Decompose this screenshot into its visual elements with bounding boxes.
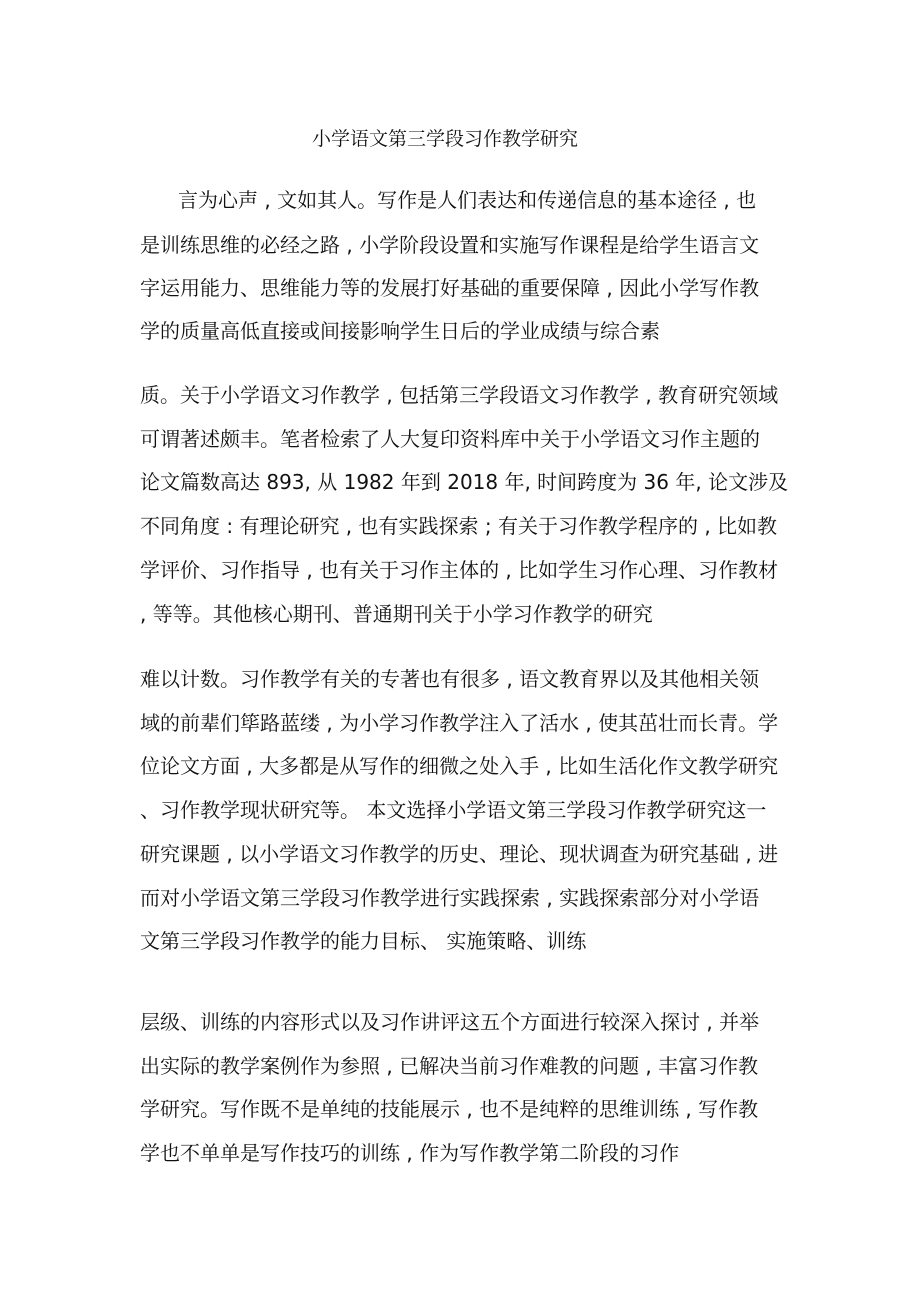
paragraph-3-line-1: 难以计数。习作教学有关的专著也有很多 , 语文教育界以及其他相关领 (140, 667, 760, 691)
paragraph-3-line-6: 而对小学语文第三学段习作教学进行实践探索 , 实践探索部分对小学语 (140, 886, 760, 910)
paragraph-2-line-2: 可谓著述颇丰。笔者检索了人大复印资料库中关于小学语文习作主题的 (140, 427, 760, 451)
document-title: 小学语文第三学段习作教学研究 (311, 128, 578, 150)
paragraph-2-line-5: 学评价、习作指导 , 也有关于习作主体的 , 比如学生习作心理、习作教材 (140, 558, 779, 582)
paragraph-4-line-1: 层级、训练的内容形式以及习作讲评这五个方面进行较深入探讨 , 并举 (140, 1010, 760, 1034)
paragraph-2-line-4: 不同角度 : 有理论研究 , 也有实践探索 ; 有关于习作教学程序的 , 比如教 (140, 514, 778, 538)
paragraph-4-line-4: 学也不单单是写作技巧的训练 , 作为写作教学第二阶段的习作 (140, 1141, 680, 1165)
paragraph-4-line-3: 学研究。写作既不是单纯的技能展示 , 也不是纯粹的思维训练 , 写作教 (140, 1097, 759, 1121)
paragraph-1-line-1: 言为心声 , 文如其人。写作是人们表达和传递信息的基本途径 , 也 (178, 188, 757, 212)
paragraph-2-line-6: , 等等。其他核心期刊、普通期刊关于小学习作教学的研究 (140, 602, 653, 626)
paragraph-3-line-5: 研究课题 , 以小学语文习作教学的历史、理论、现状调查为研究基础 , 进 (140, 842, 779, 866)
paragraph-3-line-7: 文第三学段习作教学的能力目标、 实施策略、训练 (140, 929, 587, 953)
paragraph-1-line-3: 字运用能力、思维能力等的发展打好基础的重要保障 , 因此小学写作教 (140, 276, 760, 300)
paragraph-2-line-1: 质。关于小学语文习作教学 , 包括第三学段语文习作教学 , 教育研究领域 (140, 383, 779, 407)
paragraph-3-line-3: 位论文方面 , 大多都是从写作的细微之处入手 , 比如生活化作文教学研究 (140, 754, 779, 778)
paragraph-1-line-4: 学的质量高低直接或间接影响学生日后的学业成绩与综合素 (140, 319, 660, 343)
paragraph-4-line-2: 出实际的教学案例作为参照 , 已解决当前习作难教的问题 , 丰富习作教 (140, 1054, 759, 1078)
paragraph-2-line-3: 论文篇数高达 893, 从 1982 年到 2018 年, 时间跨度为 36 年, 论文涉及 (140, 470, 789, 494)
paragraph-3-line-2: 域的前辈们筚路蓝缕 , 为小学习作教学注入了活水 , 使其茁壮而长青。学 (140, 711, 779, 735)
paragraph-3-line-4: 、习作教学现状研究等。 本文选择小学语文第三学段习作教学研究这一 (140, 798, 767, 822)
paragraph-1-line-2: 是训练思维的必经之路 , 小学阶段设置和实施写作课程是给学生语言文 (140, 233, 760, 257)
